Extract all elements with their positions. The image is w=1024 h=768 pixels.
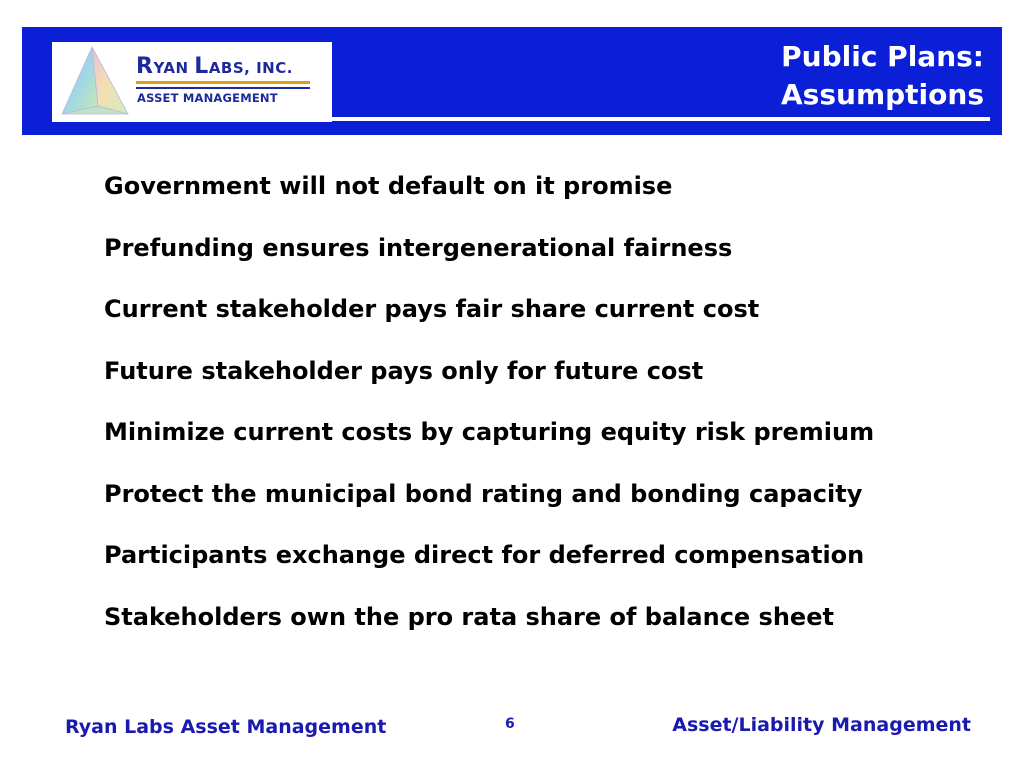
logo-division: ASSET MANAGEMENT [137,91,278,105]
logo-blue-rule [136,87,310,89]
list-item: Current stakeholder pays fair share current cost [104,295,760,323]
logo-text-abs: ABS, INC. [208,59,293,77]
list-item: Minimize current costs by capturing equity risk premium [104,418,875,446]
list-item: Government will not default on it promise [104,172,673,200]
logo-initial-l: L [194,54,209,79]
list-item: Stakeholders own the pro rata share of balance sheet [104,602,834,631]
logo-gold-rule [136,81,310,84]
slide-title-line2: Assumptions [781,78,984,111]
page-number: 6 [505,716,515,732]
footer-topic: Asset/Liability Management [672,714,971,736]
assumptions-list [104,168,874,660]
list-item: Participants exchange direct for deferred compensation [104,541,865,569]
list-item: Prefunding ensures intergenerational fairness [104,233,733,262]
footer-company: Ryan Labs Asset Management [65,716,387,738]
logo-text-yan: YAN [153,59,189,77]
list-item: Protect the municipal bond rating and bonding capacity [104,479,863,508]
pyramid-logo-icon [58,44,132,120]
logo-initial-r: R [136,54,154,79]
slide-title-line1: Public Plans: [781,40,984,73]
header-rule [332,117,990,121]
slide-title [781,38,984,114]
company-logo [52,42,332,122]
logo-company-name [136,54,293,79]
list-item: Future stakeholder pays only for future cost [104,356,704,385]
